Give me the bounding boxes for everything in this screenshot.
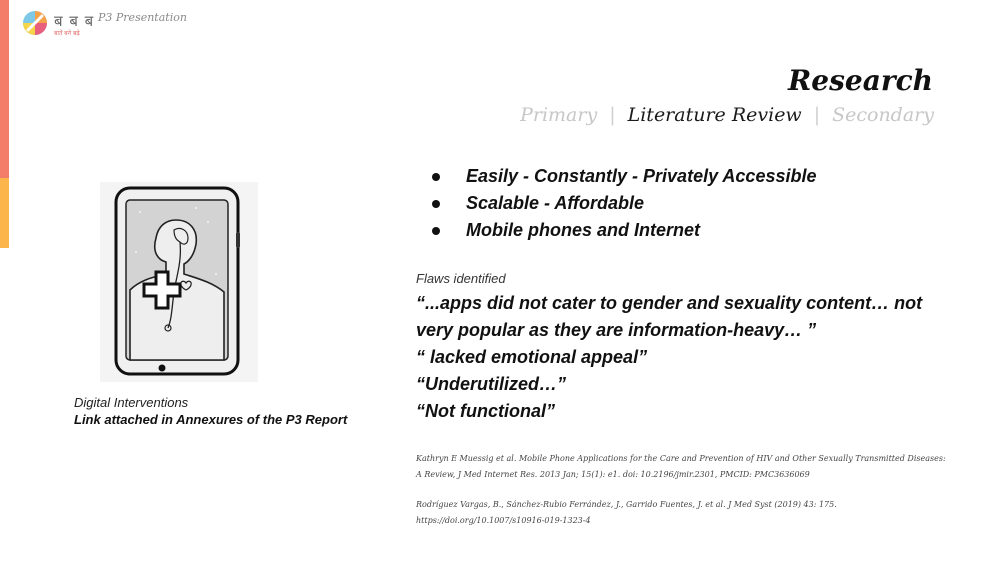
section-tabs: [520, 104, 934, 126]
brand-name: ब ब ब: [54, 12, 95, 30]
caption-title: Digital Interventions: [74, 395, 189, 410]
tab-primary[interactable]: Primary: [520, 104, 598, 126]
list-item: Easily - Constantly - Privately Accessible: [428, 164, 816, 191]
quote-item: “Not functional”: [416, 401, 555, 421]
caption-link-note: Link attached in Annexures of the P3 Report: [74, 412, 348, 427]
tab-separator: |: [609, 104, 616, 126]
accent-bar-top: [0, 0, 9, 178]
tab-literature-review[interactable]: Literature Review: [627, 104, 802, 126]
brand-logo-icon: [22, 10, 48, 36]
presentation-label: P3 Presentation: [98, 11, 187, 24]
quote-item: “...apps did not cater to gender and sexuality content… not very popular as they are information-heavy… ”: [416, 293, 923, 340]
quote-item: “Underutilized…”: [416, 374, 567, 394]
reference-item: Kathryn E Muessig et al. Mobile Phone Applications for the Care and Prevention of HIV and Other Sexually Transmitted Diseases: A Review, J Med Internet Res. 2013 Jan; 15(1): e1. doi: 10.2196/jmir.2301, PMCID: PMC3636069: [416, 454, 946, 479]
slide-title: Research: [788, 64, 933, 97]
references: [416, 451, 946, 529]
flaws-quotes: [416, 290, 946, 425]
phone-illustration: [100, 182, 258, 382]
brand-tagline: बातें बने बढ़े: [54, 30, 80, 37]
flaws-heading: Flaws identified: [416, 271, 506, 286]
reference-item: Rodríguez Vargas, B., Sánchez-Rubio Ferrández, J., Garrido Fuentes, J. et al. J Med Syst (2019) 43: 175. https://doi.org/10.1007/s10916-019-1323-4: [416, 500, 837, 525]
quote-item: “ lacked emotional appeal”: [416, 347, 648, 367]
list-item: Scalable - Affordable: [428, 191, 816, 218]
tab-secondary[interactable]: Secondary: [832, 104, 934, 126]
list-item: Mobile phones and Internet: [428, 218, 816, 245]
tab-separator: |: [813, 104, 821, 126]
key-points-list: [428, 164, 816, 245]
accent-bar-bottom: [0, 178, 9, 248]
